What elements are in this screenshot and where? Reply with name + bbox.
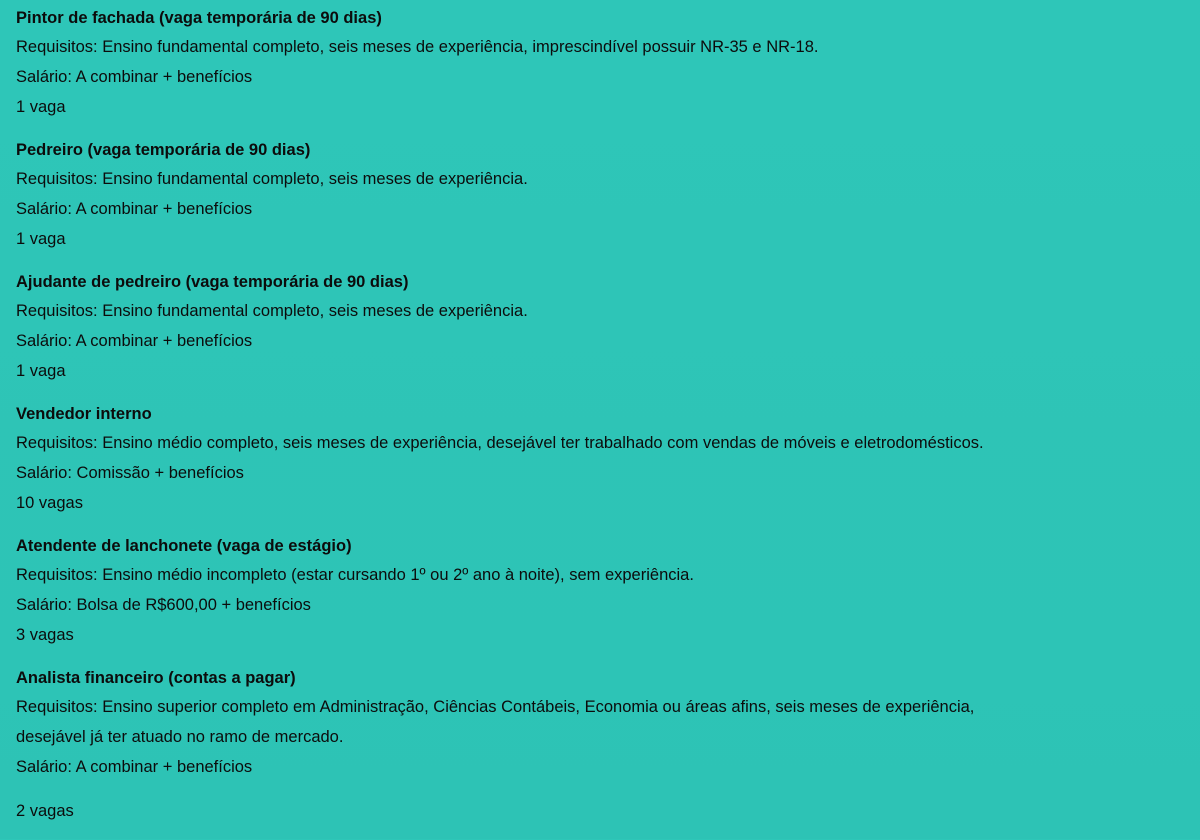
job-salary: Salário: A combinar + benefícios bbox=[16, 68, 253, 86]
job-vacancies: 1 vaga bbox=[16, 230, 66, 248]
job-title: Vendedor interno bbox=[16, 405, 152, 423]
job-title: Pintor de fachada (vaga temporária de 90 dias) bbox=[16, 9, 382, 27]
job-requirements: Requisitos: Ensino médio incompleto (estar cursando 1º ou 2º ano à noite), sem experiência. bbox=[16, 566, 694, 584]
job-requirements: Requisitos: Ensino fundamental completo, seis meses de experiência. bbox=[16, 302, 528, 320]
job-salary: Salário: Bolsa de R$600,00 + benefícios bbox=[16, 596, 311, 614]
job-listing bbox=[16, 268, 1186, 386]
job-listing bbox=[16, 400, 1186, 518]
job-salary: Salário: A combinar + benefícios bbox=[16, 200, 253, 218]
job-listing bbox=[16, 136, 1186, 254]
job-vacancies: 1 vaga bbox=[16, 98, 66, 116]
job-listing bbox=[16, 4, 1186, 122]
job-title: Ajudante de pedreiro (vaga temporária de 90 dias) bbox=[16, 273, 409, 291]
job-vacancies: 10 vagas bbox=[16, 494, 83, 512]
job-salary: Salário: Comissão + benefícios bbox=[16, 464, 244, 482]
job-vacancies: 3 vagas bbox=[16, 626, 74, 644]
job-requirements-line-1: Requisitos: Ensino superior completo em Administração, Ciências Contábeis, Economia ou áreas afins, seis meses de experiência, bbox=[16, 698, 975, 716]
job-requirements: Requisitos: Ensino médio completo, seis meses de experiência, desejável ter trabalhado com vendas de móveis e eletrodomésticos. bbox=[16, 434, 984, 452]
job-title: Pedreiro (vaga temporária de 90 dias) bbox=[16, 141, 311, 159]
job-listings bbox=[16, 4, 1186, 840]
job-listing bbox=[16, 532, 1186, 650]
job-vacancies: 1 vaga bbox=[16, 362, 66, 380]
job-requirements: Requisitos: Ensino fundamental completo, seis meses de experiência. bbox=[16, 170, 528, 188]
job-vacancies: 2 vagas bbox=[16, 802, 74, 820]
job-requirements: Requisitos: Ensino fundamental completo, seis meses de experiência, imprescindível possuir NR-35 e NR-18. bbox=[16, 38, 819, 56]
job-requirements-line-2: desejável já ter atuado no ramo de mercado. bbox=[16, 728, 344, 746]
job-listing bbox=[16, 664, 1186, 826]
job-title: Atendente de lanchonete (vaga de estágio) bbox=[16, 537, 352, 555]
job-title: Analista financeiro (contas a pagar) bbox=[16, 669, 296, 687]
job-salary: Salário: A combinar + benefícios bbox=[16, 758, 253, 776]
job-salary: Salário: A combinar + benefícios bbox=[16, 332, 253, 350]
